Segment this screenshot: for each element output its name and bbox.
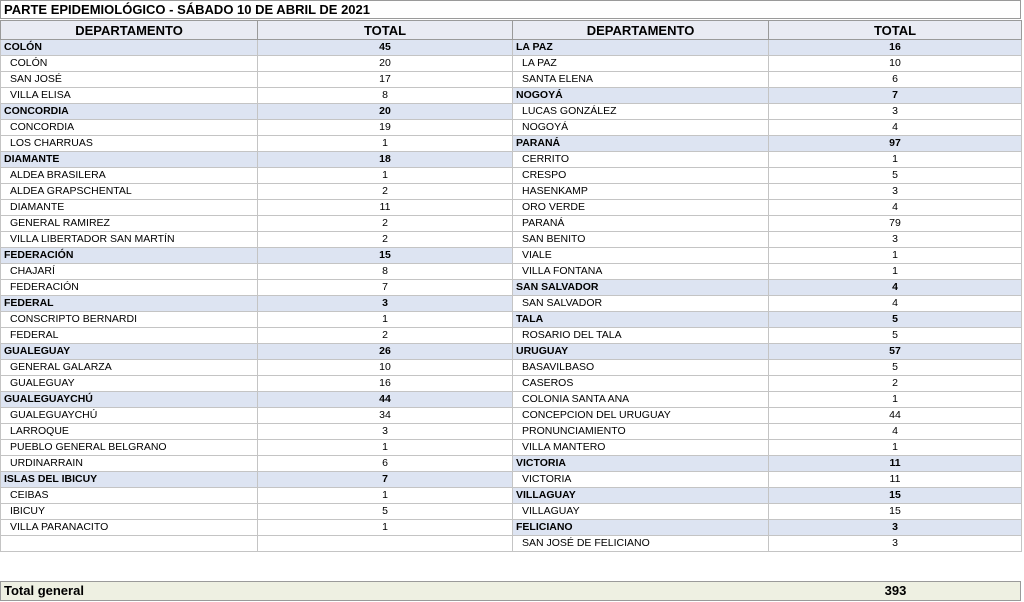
locality-total: 11 xyxy=(769,472,1022,488)
locality-row xyxy=(1,520,513,536)
locality-row xyxy=(1,312,513,328)
locality-row xyxy=(1,200,513,216)
locality-row xyxy=(1,328,513,344)
locality-name: SANTA ELENA xyxy=(513,72,769,88)
department-total: 45 xyxy=(258,40,513,56)
department-total: 16 xyxy=(769,40,1022,56)
locality-name: SAN SALVADOR xyxy=(513,296,769,312)
department-total: 15 xyxy=(258,248,513,264)
locality-name: ALDEA GRAPSCHENTAL xyxy=(1,184,258,200)
grand-total-row xyxy=(0,581,1021,601)
department-name: COLÓN xyxy=(1,40,258,56)
locality-name: CERRITO xyxy=(513,152,769,168)
locality-row xyxy=(513,168,1022,184)
locality-total: 1 xyxy=(769,440,1022,456)
locality-total: 79 xyxy=(769,216,1022,232)
locality-total: 2 xyxy=(258,184,513,200)
locality-name: COLONIA SANTA ANA xyxy=(513,392,769,408)
locality-total: 15 xyxy=(769,504,1022,520)
locality-row xyxy=(1,168,513,184)
locality-total: 8 xyxy=(258,88,513,104)
locality-total: 6 xyxy=(258,456,513,472)
locality-row xyxy=(513,472,1022,488)
department-row xyxy=(513,456,1022,472)
locality-row xyxy=(513,200,1022,216)
locality-row xyxy=(513,184,1022,200)
locality-total: 1 xyxy=(769,264,1022,280)
locality-row xyxy=(1,264,513,280)
locality-total: 1 xyxy=(769,248,1022,264)
department-total: 57 xyxy=(769,344,1022,360)
locality-name: PARANÁ xyxy=(513,216,769,232)
department-row xyxy=(1,248,513,264)
locality-name: ALDEA BRASILERA xyxy=(1,168,258,184)
locality-name: GENERAL GALARZA xyxy=(1,360,258,376)
department-name: LA PAZ xyxy=(513,40,769,56)
locality-total: 2 xyxy=(258,328,513,344)
locality-total: 2 xyxy=(769,376,1022,392)
locality-name: PUEBLO GENERAL BELGRANO xyxy=(1,440,258,456)
locality-total: 8 xyxy=(258,264,513,280)
locality-total: 4 xyxy=(769,200,1022,216)
locality-total: 10 xyxy=(769,56,1022,72)
locality-name: ORO VERDE xyxy=(513,200,769,216)
locality-row xyxy=(1,136,513,152)
locality-total: 1 xyxy=(258,312,513,328)
locality-total: 3 xyxy=(769,232,1022,248)
locality-row xyxy=(513,376,1022,392)
department-row xyxy=(1,296,513,312)
department-name: VICTORIA xyxy=(513,456,769,472)
locality-total: 1 xyxy=(258,440,513,456)
locality-row xyxy=(513,296,1022,312)
department-name: SAN SALVADOR xyxy=(513,280,769,296)
locality-total: 3 xyxy=(769,104,1022,120)
report-title: PARTE EPIDEMIOLÓGICO - SÁBADO 10 DE ABRIL DE 2021 xyxy=(0,0,1021,19)
locality-row xyxy=(1,360,513,376)
locality-name: ROSARIO DEL TALA xyxy=(513,328,769,344)
locality-row xyxy=(513,536,1022,552)
locality-name: VICTORIA xyxy=(513,472,769,488)
department-name: PARANÁ xyxy=(513,136,769,152)
locality-row xyxy=(513,120,1022,136)
locality-row xyxy=(1,120,513,136)
locality-name: CEIBAS xyxy=(1,488,258,504)
department-total: 11 xyxy=(769,456,1022,472)
departamento-header: DEPARTAMENTO xyxy=(513,21,769,40)
locality-row xyxy=(1,440,513,456)
locality-total: 1 xyxy=(258,520,513,536)
locality-name: URDINARRAIN xyxy=(1,456,258,472)
department-row xyxy=(1,152,513,168)
department-total: 15 xyxy=(769,488,1022,504)
locality-row xyxy=(513,72,1022,88)
total-header: TOTAL xyxy=(769,21,1022,40)
locality-name: FEDERACIÓN xyxy=(1,280,258,296)
department-name: GUALEGUAY xyxy=(1,344,258,360)
locality-name: SAN JOSÉ xyxy=(1,72,258,88)
locality-row xyxy=(1,56,513,72)
locality-name: CONCEPCION DEL URUGUAY xyxy=(513,408,769,424)
locality-row xyxy=(1,504,513,520)
locality-name: VILLA LIBERTADOR SAN MARTÍN xyxy=(1,232,258,248)
department-row xyxy=(513,520,1022,536)
department-total: 3 xyxy=(258,296,513,312)
locality-name: DIAMANTE xyxy=(1,200,258,216)
left-table xyxy=(0,20,513,552)
locality-name: IBICUY xyxy=(1,504,258,520)
locality-row xyxy=(1,536,513,552)
locality-total: 5 xyxy=(769,168,1022,184)
locality-total: 1 xyxy=(258,168,513,184)
department-row xyxy=(513,488,1022,504)
department-row xyxy=(513,40,1022,56)
locality-name: SAN BENITO xyxy=(513,232,769,248)
locality-row xyxy=(1,184,513,200)
department-total: 7 xyxy=(769,88,1022,104)
department-row xyxy=(1,104,513,120)
locality-row xyxy=(1,232,513,248)
department-name: CONCORDIA xyxy=(1,104,258,120)
locality-name: FEDERAL xyxy=(1,328,258,344)
locality-name: VIALE xyxy=(513,248,769,264)
locality-total: 10 xyxy=(258,360,513,376)
grand-total-label: Total general xyxy=(4,583,84,598)
locality-name: VILLA MANTERO xyxy=(513,440,769,456)
right-header-row xyxy=(513,21,1022,40)
locality-name: HASENKAMP xyxy=(513,184,769,200)
locality-name: LA PAZ xyxy=(513,56,769,72)
department-row xyxy=(1,392,513,408)
locality-row xyxy=(1,408,513,424)
department-name: ISLAS DEL IBICUY xyxy=(1,472,258,488)
locality-row xyxy=(1,376,513,392)
department-row xyxy=(513,312,1022,328)
locality-total: 5 xyxy=(769,360,1022,376)
locality-total: 3 xyxy=(769,536,1022,552)
right-table xyxy=(512,20,1022,552)
locality-row xyxy=(513,152,1022,168)
locality-name: CHAJARÍ xyxy=(1,264,258,280)
locality-total: 4 xyxy=(769,120,1022,136)
locality-row xyxy=(1,488,513,504)
locality-row xyxy=(513,232,1022,248)
locality-name: LUCAS GONZÁLEZ xyxy=(513,104,769,120)
department-name: TALA xyxy=(513,312,769,328)
department-total: 26 xyxy=(258,344,513,360)
locality-name: CASEROS xyxy=(513,376,769,392)
locality-row xyxy=(1,88,513,104)
locality-name: NOGOYÁ xyxy=(513,120,769,136)
department-row xyxy=(513,344,1022,360)
locality-name: GUALEGUAYCHÚ xyxy=(1,408,258,424)
locality-total: 3 xyxy=(769,184,1022,200)
department-name: URUGUAY xyxy=(513,344,769,360)
locality-total: 44 xyxy=(769,408,1022,424)
left-header-row xyxy=(1,21,513,40)
department-row xyxy=(1,344,513,360)
department-row xyxy=(1,472,513,488)
locality-row xyxy=(1,280,513,296)
locality-name: COLÓN xyxy=(1,56,258,72)
locality-name: CRESPO xyxy=(513,168,769,184)
locality-row xyxy=(513,328,1022,344)
department-name: FELICIANO xyxy=(513,520,769,536)
locality-total: 1 xyxy=(769,152,1022,168)
locality-name: GENERAL RAMIREZ xyxy=(1,216,258,232)
department-name: FEDERAL xyxy=(1,296,258,312)
department-total: 3 xyxy=(769,520,1022,536)
departamento-header: DEPARTAMENTO xyxy=(1,21,258,40)
department-name: FEDERACIÓN xyxy=(1,248,258,264)
locality-row xyxy=(1,72,513,88)
locality-name: SAN JOSÉ DE FELICIANO xyxy=(513,536,769,552)
locality-total: 16 xyxy=(258,376,513,392)
department-row xyxy=(1,40,513,56)
locality-row xyxy=(513,216,1022,232)
locality-row xyxy=(513,360,1022,376)
locality-name: GUALEGUAY xyxy=(1,376,258,392)
department-name: GUALEGUAYCHÚ xyxy=(1,392,258,408)
locality-row xyxy=(513,424,1022,440)
locality-name: BASAVILBASO xyxy=(513,360,769,376)
locality-total: 11 xyxy=(258,200,513,216)
locality-row xyxy=(513,408,1022,424)
locality-total xyxy=(258,536,513,552)
locality-total: 19 xyxy=(258,120,513,136)
department-total: 20 xyxy=(258,104,513,120)
locality-row xyxy=(513,104,1022,120)
locality-row xyxy=(1,216,513,232)
department-total: 7 xyxy=(258,472,513,488)
total-header: TOTAL xyxy=(258,21,513,40)
department-name: VILLAGUAY xyxy=(513,488,769,504)
department-row xyxy=(513,88,1022,104)
locality-name: VILLA FONTANA xyxy=(513,264,769,280)
locality-row xyxy=(513,248,1022,264)
locality-name: CONSCRIPTO BERNARDI xyxy=(1,312,258,328)
department-total: 44 xyxy=(258,392,513,408)
locality-total: 1 xyxy=(258,488,513,504)
locality-total: 5 xyxy=(258,504,513,520)
locality-row xyxy=(513,264,1022,280)
locality-name: PRONUNCIAMIENTO xyxy=(513,424,769,440)
grand-total-value: 393 xyxy=(884,583,907,598)
locality-total: 20 xyxy=(258,56,513,72)
locality-total: 6 xyxy=(769,72,1022,88)
locality-total: 34 xyxy=(258,408,513,424)
locality-total: 1 xyxy=(258,136,513,152)
locality-name: VILLA PARANACITO xyxy=(1,520,258,536)
locality-name: VILLA ELISA xyxy=(1,88,258,104)
department-row xyxy=(513,280,1022,296)
department-name: NOGOYÁ xyxy=(513,88,769,104)
locality-row xyxy=(513,504,1022,520)
department-total: 97 xyxy=(769,136,1022,152)
locality-total: 2 xyxy=(258,216,513,232)
department-name: DIAMANTE xyxy=(1,152,258,168)
locality-total: 4 xyxy=(769,424,1022,440)
locality-total: 5 xyxy=(769,328,1022,344)
locality-name xyxy=(1,536,258,552)
locality-total: 3 xyxy=(258,424,513,440)
locality-name: LARROQUE xyxy=(1,424,258,440)
locality-total: 2 xyxy=(258,232,513,248)
locality-total: 4 xyxy=(769,296,1022,312)
locality-name: VILLAGUAY xyxy=(513,504,769,520)
department-row xyxy=(513,136,1022,152)
locality-row xyxy=(1,456,513,472)
department-total: 18 xyxy=(258,152,513,168)
department-total: 5 xyxy=(769,312,1022,328)
locality-row xyxy=(513,440,1022,456)
department-total: 4 xyxy=(769,280,1022,296)
locality-name: LOS CHARRUAS xyxy=(1,136,258,152)
locality-row xyxy=(513,392,1022,408)
locality-total: 7 xyxy=(258,280,513,296)
locality-row xyxy=(1,424,513,440)
locality-name: CONCORDIA xyxy=(1,120,258,136)
locality-total: 17 xyxy=(258,72,513,88)
locality-total: 1 xyxy=(769,392,1022,408)
locality-row xyxy=(513,56,1022,72)
